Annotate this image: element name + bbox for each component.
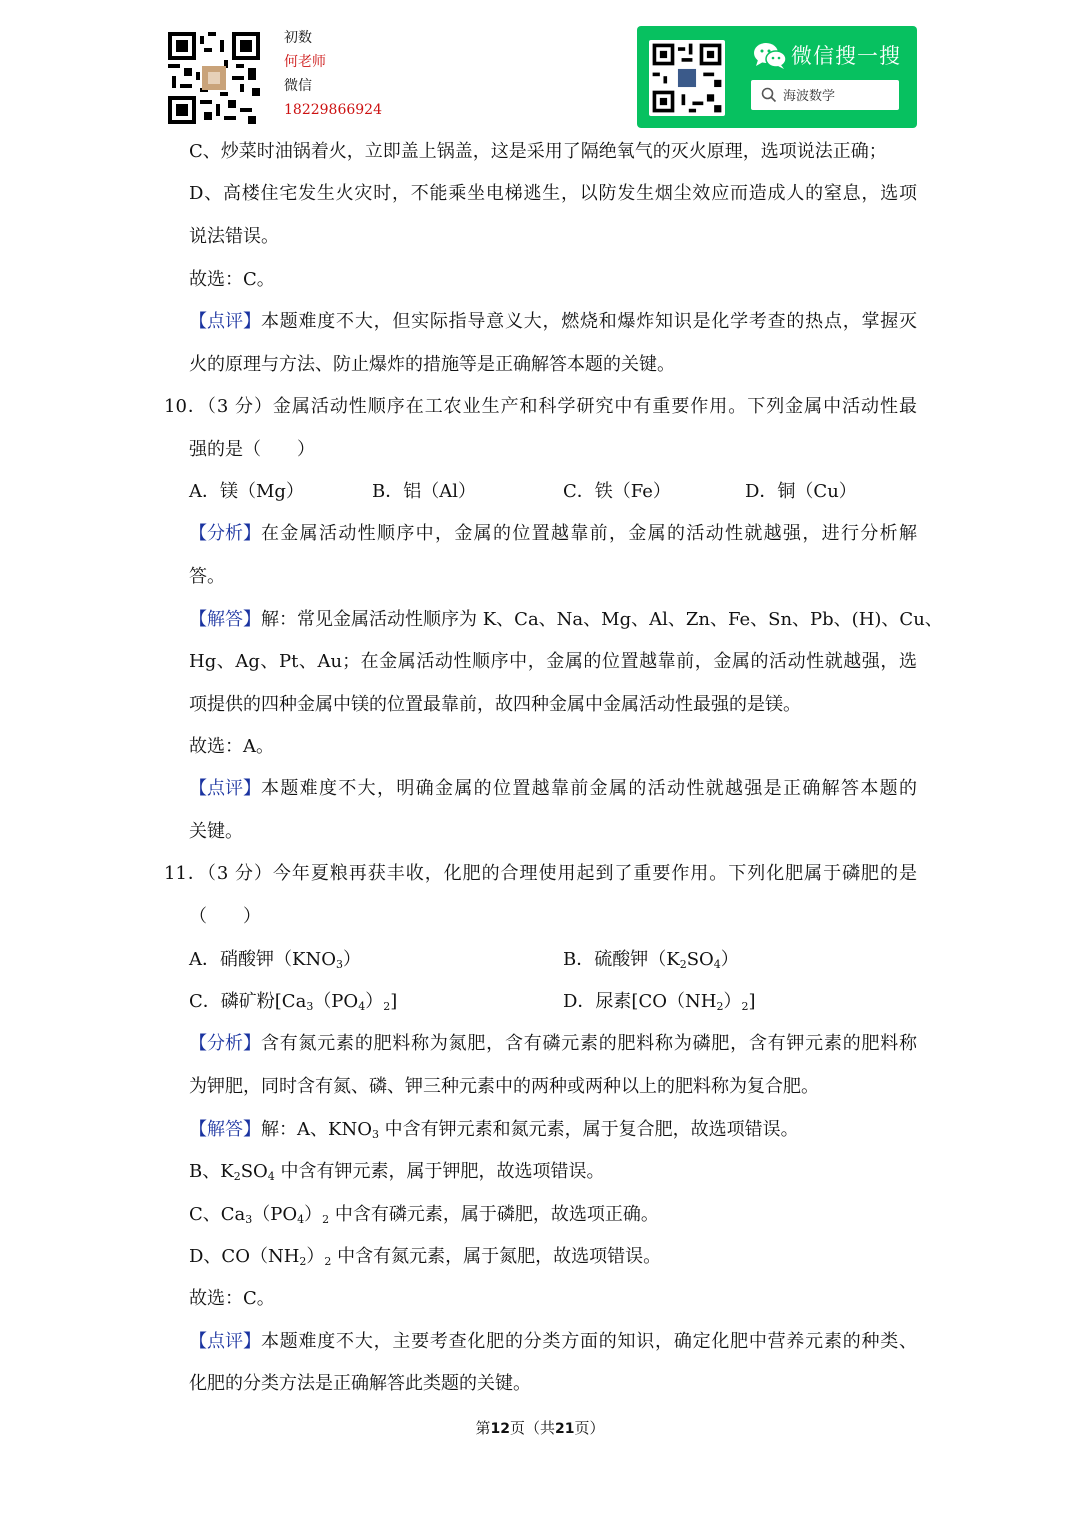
- answer-paragraph: [189, 608, 943, 632]
- wechat-search-query: 海波数学: [783, 89, 836, 104]
- footer-text: 第: [475, 1419, 491, 1437]
- answer-label: 【解答】: [189, 1119, 261, 1140]
- option-d: D．铜（Cu）: [745, 481, 857, 502]
- subscript: 3: [371, 1128, 379, 1141]
- analysis-paragraph: [189, 522, 917, 546]
- wechat-search-title: 微信搜一搜: [791, 44, 901, 68]
- option-d-text-mid: ）: [723, 991, 742, 1012]
- option-d-text: D．尿素[CO（NH: [563, 991, 717, 1012]
- subscript: 2: [716, 1000, 724, 1013]
- text-line: [189, 1245, 661, 1269]
- text-line: 在金属活动性顺序中，金属的位置越靠前，金属的活动性就越强，进行分析解: [261, 523, 917, 544]
- comment-label: 【点评】: [189, 311, 261, 332]
- option-a-text-end: ）: [342, 949, 361, 970]
- text-segment: D、CO（NH: [189, 1246, 300, 1267]
- analysis-label: 【分析】: [189, 1033, 261, 1054]
- subscript: 2: [324, 1255, 332, 1268]
- subscript: 4: [358, 1000, 366, 1013]
- text-segment: ）: [306, 1246, 325, 1267]
- text-segment: C、Ca: [189, 1204, 246, 1225]
- contact-phone: 18229866924: [284, 102, 382, 118]
- wechat-logo-icon: [753, 42, 787, 70]
- option-c-text-mid2: ）: [365, 991, 384, 1012]
- answer-paragraph: [189, 1118, 799, 1142]
- option-a: A．镁（Mg）: [189, 481, 304, 502]
- subscript: 2: [383, 1000, 391, 1013]
- text-line: [189, 1203, 659, 1227]
- comment-paragraph: [189, 777, 917, 801]
- wechat-search-box: [751, 80, 899, 110]
- option-d: [563, 990, 755, 1014]
- analysis-paragraph: [189, 1032, 917, 1056]
- text-segment: 中含有钾元素和氮元素，属于复合肥，故选项错误。: [378, 1119, 799, 1140]
- text-line: 解：常见金属活动性顺序为 K、Ca、Na、Mg、Al、Zn、Fe、Sn、Pb、(H)、Cu、: [261, 609, 943, 630]
- text-segment: 中含有钾元素，属于钾肥，故选项错误。: [274, 1161, 605, 1182]
- text-line: 项提供的四种金属中镁的位置最靠前，故四种金属中金属活动性最强的是镁。: [189, 694, 801, 715]
- text-line: 本题难度不大，但实际指导意义大，燃烧和爆炸知识是化学考查的热点，掌握灭: [261, 311, 917, 332]
- search-icon: [761, 87, 777, 103]
- text-segment: 中含有磷元素，属于磷肥，故选项正确。: [329, 1204, 659, 1225]
- text-segment: 中含有氮元素，属于氮肥，故选项错误。: [331, 1246, 662, 1267]
- text-line: 本题难度不大，明确金属的位置越靠前金属的活动性就越强是正确解答本题的: [261, 778, 917, 799]
- subscript: 3: [306, 1000, 314, 1013]
- option-b: B．铝（Al）: [372, 481, 476, 502]
- text-line: 故选：A。: [189, 736, 274, 757]
- text-segment: （PO: [252, 1204, 298, 1225]
- text-line: [189, 1160, 605, 1184]
- option-d-text-end: ]: [748, 991, 756, 1012]
- text-segment: ）: [304, 1204, 323, 1225]
- subscript: 2: [741, 1000, 749, 1013]
- text-line: C、炒菜时油锅着火，立即盖上锅盖，这是采用了隔绝氧气的灭火原理，选项说法正确；: [189, 141, 887, 162]
- text-segment: SO: [240, 1161, 268, 1182]
- option-c-text-end: ]: [390, 991, 398, 1012]
- text-line: 说法错误。: [189, 226, 279, 247]
- comment-label: 【点评】: [189, 1331, 261, 1352]
- option-b-text-end: ）: [720, 949, 739, 970]
- text-line: Hg、Ag、Pt、Au；在金属活动性顺序中，金属的位置越靠前，金属的活动性就越强，选: [189, 651, 917, 672]
- option-c: [189, 990, 397, 1014]
- subscript: 4: [267, 1170, 275, 1183]
- option-b-text: B．硫酸钾（K: [563, 949, 680, 970]
- text-segment: B、K: [189, 1161, 234, 1182]
- option-c-text-mid: （PO: [313, 991, 359, 1012]
- page-number: 12: [490, 1421, 510, 1437]
- text-line: 故选：C。: [189, 1288, 275, 1309]
- text-line: 火的原理与方法、防止爆炸的措施等是正确解答本题的关键。: [189, 354, 675, 375]
- option-c-text: C．磷矿粉[Ca: [189, 991, 307, 1012]
- subscript: 4: [713, 958, 721, 971]
- subscript: 2: [299, 1255, 307, 1268]
- subscript: 2: [679, 958, 687, 971]
- text-line: 答。: [189, 566, 225, 587]
- text-line: 含有氮元素的肥料称为氮肥，含有磷元素的肥料称为磷肥，含有钾元素的肥料称: [261, 1033, 917, 1054]
- comment-label: 【点评】: [189, 778, 261, 799]
- qr-code-right: [649, 40, 725, 116]
- text-line: 故选：C。: [189, 269, 275, 290]
- text-segment: 解：A、KNO: [261, 1119, 372, 1140]
- text-line: 化肥的分类方法是正确解答此类题的关键。: [189, 1373, 531, 1394]
- question-10-tail: 强的是（ ）: [189, 439, 315, 460]
- text-line: 本题难度不大，主要考查化肥的分类方面的知识，确定化肥中营养元素的种类、: [261, 1331, 917, 1352]
- text-line: 关键。: [189, 821, 243, 842]
- question-10: 10．（3 分）金属活动性顺序在工农业生产和科学研究中有重要作用。下列金属中活动性最: [164, 396, 917, 417]
- comment-paragraph: [189, 310, 917, 334]
- option-a: [189, 948, 361, 972]
- question-11: 11．（3 分）今年夏粮再获丰收，化肥的合理使用起到了重要作用。下列化肥属于磷肥的是: [164, 863, 917, 884]
- wechat-search-banner: [637, 26, 917, 128]
- answer-label: 【解答】: [189, 609, 261, 630]
- option-b: [563, 948, 739, 972]
- text-line: D、高楼住宅发生火灾时，不能乘坐电梯逃生，以防发生烟尘效应而造成人的窒息，选项: [189, 183, 917, 204]
- text-line: 为钾肥，同时含有氮、磷、钾三种元素中的两种或两种以上的肥料称为复合肥。: [189, 1076, 819, 1097]
- contact-line-subject: 初数: [284, 30, 312, 46]
- option-b-text-mid: SO: [686, 949, 714, 970]
- contact-line-wechat: 微信: [284, 78, 312, 94]
- comment-paragraph: [189, 1330, 917, 1354]
- footer-text: 页）: [574, 1419, 605, 1437]
- subscript: 3: [245, 1213, 253, 1226]
- subscript: 2: [233, 1170, 241, 1183]
- option-a-text: A．硝酸钾（KNO: [189, 949, 336, 970]
- contact-line-teacher: 何老师: [284, 54, 326, 70]
- contact-block: [284, 26, 382, 122]
- footer-text: 页（共: [509, 1419, 555, 1437]
- qr-code-left: [168, 32, 260, 124]
- analysis-label: 【分析】: [189, 523, 261, 544]
- option-c: C．铁（Fe）: [563, 481, 671, 502]
- subscript: 2: [322, 1213, 330, 1226]
- subscript: 4: [297, 1213, 305, 1226]
- page-total: 21: [555, 1421, 575, 1437]
- page-footer: [0, 1417, 1080, 1438]
- question-11-tail: （ ）: [189, 906, 261, 927]
- subscript: 3: [335, 958, 343, 971]
